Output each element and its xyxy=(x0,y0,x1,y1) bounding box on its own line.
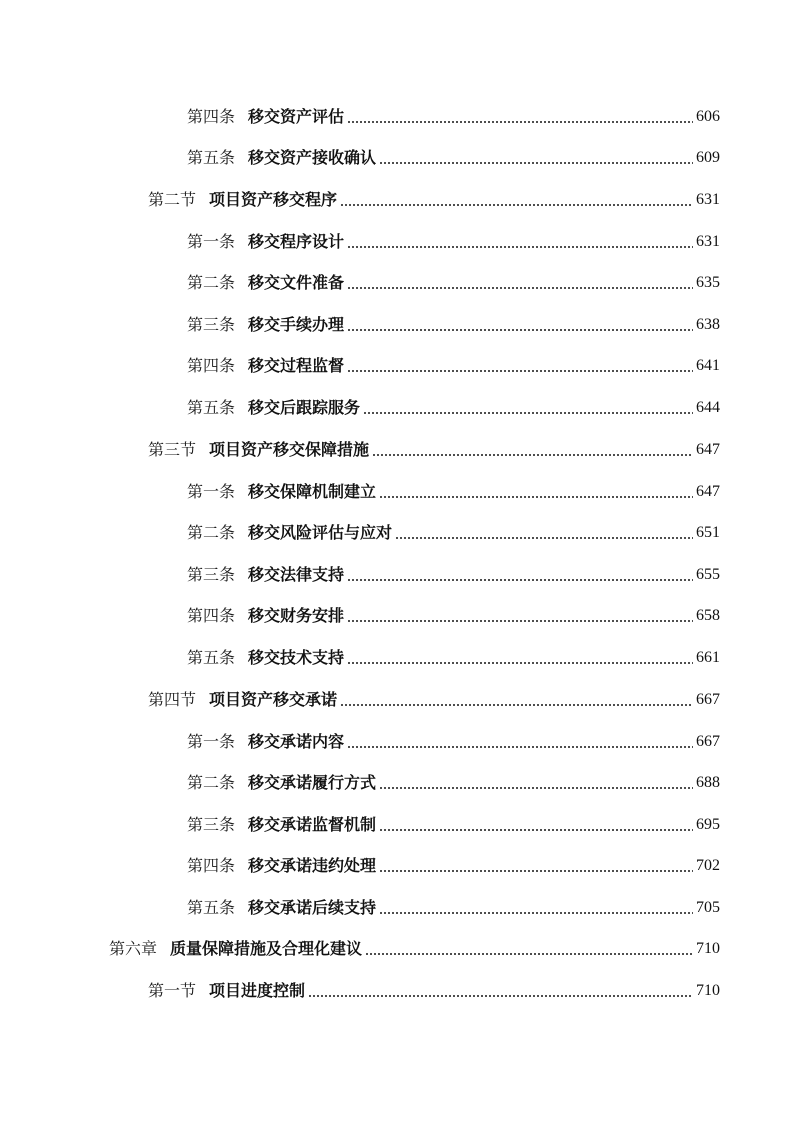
dot-leader xyxy=(379,870,693,872)
toc-entry-number: 第四条 xyxy=(187,107,236,126)
toc-entry-title: 移交承诺监督机制 xyxy=(248,815,377,834)
toc-entry[interactable] xyxy=(187,601,720,631)
toc-entry-number: 第二节 xyxy=(148,190,197,209)
toc-entry[interactable] xyxy=(187,143,720,173)
dot-leader xyxy=(308,995,693,997)
dot-leader xyxy=(340,204,693,206)
toc-entry-number: 第三节 xyxy=(148,440,197,459)
toc-entry-title: 移交资产评估 xyxy=(248,107,345,126)
toc-entry-title: 移交技术支持 xyxy=(248,648,345,667)
toc-entry-page: 631 xyxy=(696,191,720,208)
toc-entry-number: 第五条 xyxy=(187,398,236,417)
toc-entry-title: 项目资产移交保障措施 xyxy=(209,440,370,459)
toc-entry-page: 631 xyxy=(696,233,720,250)
toc-entry[interactable] xyxy=(187,643,720,673)
toc-entry-title: 移交文件准备 xyxy=(248,273,345,292)
dot-leader xyxy=(379,162,693,164)
toc-entry-page: 644 xyxy=(696,399,720,416)
toc-entry[interactable] xyxy=(187,102,720,132)
toc-entry-number: 第四条 xyxy=(187,606,236,625)
dot-leader xyxy=(347,579,693,581)
toc-entry-number: 第六章 xyxy=(109,939,158,958)
toc-entry-page: 661 xyxy=(696,649,720,666)
dot-leader xyxy=(379,912,693,914)
toc-entry-title: 移交程序设计 xyxy=(248,232,345,251)
toc-entry-number: 第五条 xyxy=(187,648,236,667)
toc-entry-number: 第一节 xyxy=(148,981,197,1000)
toc-entry-number: 第四条 xyxy=(187,356,236,375)
dot-leader xyxy=(340,704,693,706)
dot-leader xyxy=(379,496,693,498)
toc-entry-number: 第三条 xyxy=(187,815,236,834)
toc-entry-page: 658 xyxy=(696,607,720,624)
toc-entry-page: 702 xyxy=(696,857,720,874)
toc-entry[interactable] xyxy=(109,934,720,964)
toc-entry-number: 第二条 xyxy=(187,273,236,292)
toc-entry-title: 移交保障机制建立 xyxy=(248,482,377,501)
dot-leader xyxy=(379,829,693,831)
toc-entry[interactable] xyxy=(187,393,720,423)
dot-leader xyxy=(372,454,693,456)
toc-entry[interactable] xyxy=(187,768,720,798)
toc-entry-number: 第二条 xyxy=(187,773,236,792)
toc-entry-title: 移交资产接收确认 xyxy=(248,148,377,167)
toc-entry-page: 710 xyxy=(696,982,720,999)
toc-entry[interactable] xyxy=(187,727,720,757)
toc-entry-title: 项目资产移交程序 xyxy=(209,190,338,209)
toc-entry-page: 635 xyxy=(696,274,720,291)
toc-entry-number: 第三条 xyxy=(187,565,236,584)
toc-entry[interactable] xyxy=(187,268,720,298)
toc-entry-title: 移交承诺履行方式 xyxy=(248,773,377,792)
toc-entry-title: 移交后跟踪服务 xyxy=(248,398,361,417)
toc-entry-page: 667 xyxy=(696,733,720,750)
toc-entry-title: 移交承诺内容 xyxy=(248,732,345,751)
toc-entry-page: 647 xyxy=(696,483,720,500)
toc-entry[interactable] xyxy=(187,560,720,590)
toc-entry-number: 第五条 xyxy=(187,148,236,167)
toc-entry-title: 移交过程监督 xyxy=(248,356,345,375)
toc-entry[interactable] xyxy=(148,685,720,715)
dot-leader xyxy=(395,537,693,539)
toc-entry[interactable] xyxy=(187,851,720,881)
toc-entry[interactable] xyxy=(187,310,720,340)
toc-entry-page: 641 xyxy=(696,357,720,374)
toc-entry-title: 移交承诺违约处理 xyxy=(248,856,377,875)
toc-entry[interactable] xyxy=(187,477,720,507)
toc-entry-page: 647 xyxy=(696,441,720,458)
toc-entry-number: 第四节 xyxy=(148,690,197,709)
dot-leader xyxy=(365,953,693,955)
dot-leader xyxy=(379,787,693,789)
toc-entry-title: 移交手续办理 xyxy=(248,315,345,334)
toc-entry-number: 第一条 xyxy=(187,482,236,501)
toc-entry-page: 638 xyxy=(696,316,720,333)
toc-entry-page: 710 xyxy=(696,940,720,957)
dot-leader xyxy=(347,370,693,372)
toc-entry-number: 第一条 xyxy=(187,732,236,751)
toc-entry-number: 第二条 xyxy=(187,523,236,542)
dot-leader xyxy=(363,412,693,414)
toc-entry[interactable] xyxy=(148,976,720,1006)
toc-entry-page: 655 xyxy=(696,566,720,583)
dot-leader xyxy=(347,246,693,248)
toc-entry[interactable] xyxy=(187,518,720,548)
toc-entry-title: 项目进度控制 xyxy=(209,981,306,1000)
toc-entry-number: 第三条 xyxy=(187,315,236,334)
toc-entry[interactable] xyxy=(148,435,720,465)
toc-entry[interactable] xyxy=(187,227,720,257)
toc-entry[interactable] xyxy=(187,810,720,840)
toc-entry-number: 第一条 xyxy=(187,232,236,251)
toc-entry[interactable] xyxy=(187,893,720,923)
toc-entry-title: 移交承诺后续支持 xyxy=(248,898,377,917)
dot-leader xyxy=(347,662,693,664)
toc-entry-title: 项目资产移交承诺 xyxy=(209,690,338,709)
toc-entry-page: 609 xyxy=(696,149,720,166)
dot-leader xyxy=(347,620,693,622)
toc-entry-title: 质量保障措施及合理化建议 xyxy=(170,939,363,958)
toc-entry[interactable] xyxy=(148,185,720,215)
toc-entry[interactable] xyxy=(187,351,720,381)
toc-entry-page: 705 xyxy=(696,899,720,916)
toc-entry-number: 第四条 xyxy=(187,856,236,875)
toc-entry-page: 695 xyxy=(696,816,720,833)
toc-entry-page: 688 xyxy=(696,774,720,791)
toc-entry-page: 651 xyxy=(696,524,720,541)
dot-leader xyxy=(347,287,693,289)
dot-leader xyxy=(347,746,693,748)
toc-entry-title: 移交风险评估与应对 xyxy=(248,523,393,542)
dot-leader xyxy=(347,121,693,123)
toc-entry-title: 移交法律支持 xyxy=(248,565,345,584)
dot-leader xyxy=(347,329,693,331)
toc-entry-page: 667 xyxy=(696,691,720,708)
toc-entry-page: 606 xyxy=(696,108,720,125)
toc-entry-title: 移交财务安排 xyxy=(248,606,345,625)
toc-entry-number: 第五条 xyxy=(187,898,236,917)
